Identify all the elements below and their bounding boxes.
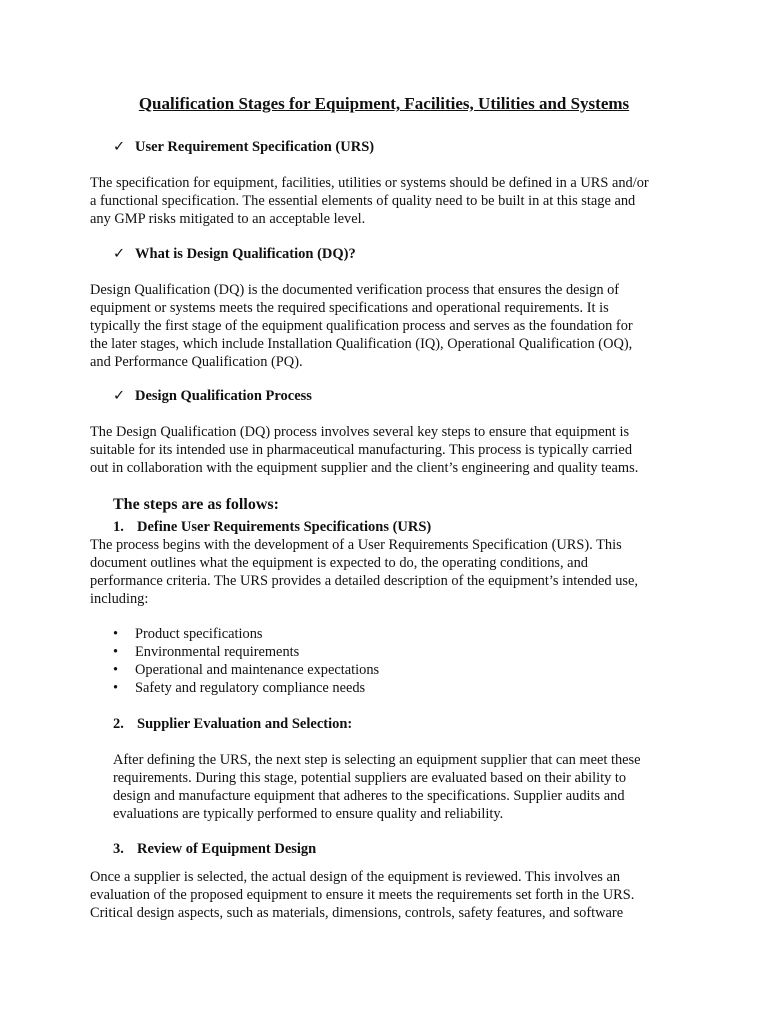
paragraph-line: The Design Qualification (DQ) process involves several key steps to ensure that equipment is [90, 424, 630, 440]
list-item [113, 643, 379, 661]
paragraph-line: The specification for equipment, facilities, utilities or systems should be defined in a URS and/or [90, 175, 649, 191]
paragraph-line: Once a supplier is selected, the actual design of the equipment is reviewed. This involves an [90, 869, 621, 885]
list-item [113, 661, 379, 679]
paragraph-line: Critical design aspects, such as materials, dimensions, controls, safety features, and software [90, 905, 624, 921]
checkmark-icon: ✓ [113, 139, 126, 155]
paragraph-line: out in collaboration with the equipment supplier and the client’s engineering and quality teams. [90, 460, 639, 476]
bullet-icon: • [113, 662, 119, 678]
step-number: 2. [113, 716, 124, 732]
step-heading-1 [113, 518, 431, 536]
document-title: Qualification Stages for Equipment, Facilities, Utilities and Systems [138, 94, 630, 113]
paragraph-step-1 [90, 536, 690, 608]
bullet-icon: • [113, 626, 119, 642]
paragraph-line: evaluations are typically performed to ensure quality and reliability. [113, 806, 504, 822]
paragraph-line: evaluation of the proposed equipment to ensure it meets the requirements set forth in the URS. [90, 887, 635, 903]
paragraph-line: any GMP risks mitigated to an acceptable level. [90, 211, 366, 227]
paragraph-line: equipment or systems meets the required specifications and operational requirements. It is [90, 300, 609, 316]
paragraph-process [90, 423, 690, 477]
step-heading-text: Supplier Evaluation and Selection: [137, 716, 353, 732]
paragraph-line: the later stages, which include Installation Qualification (IQ), Operational Qualification (OQ), [90, 336, 633, 352]
checkmark-icon: ✓ [113, 388, 126, 404]
section-heading-urs [113, 138, 374, 156]
paragraph-line: a functional specification. The essential elements of quality need to be built in at this stage and [90, 193, 636, 209]
section-heading-text: What is Design Qualification (DQ)? [135, 246, 356, 262]
paragraph-line: typically the first stage of the equipment qualification process and serves as the foundation for [90, 318, 633, 334]
bullet-list [113, 625, 379, 697]
step-heading-text: Review of Equipment Design [137, 841, 317, 857]
paragraph-line: including: [90, 591, 149, 607]
section-heading-process [113, 387, 312, 405]
paragraph-dq [90, 281, 690, 371]
list-item-text: Operational and maintenance expectations [135, 662, 380, 678]
list-item-text: Product specifications [135, 626, 263, 642]
paragraph-line: suitable for its intended use in pharmaceutical manufacturing. This process is typically carried [90, 442, 633, 458]
bullet-icon: • [113, 680, 119, 696]
paragraph-line: Design Qualification (DQ) is the documented verification process that ensures the design of [90, 282, 620, 298]
step-number: 3. [113, 841, 124, 857]
step-heading-2 [113, 715, 352, 733]
step-heading-text: Define User Requirements Specifications (URS) [137, 519, 432, 535]
steps-heading: The steps are as follows: [113, 496, 279, 513]
step-number: 1. [113, 519, 124, 535]
paragraph-line: design and manufacture equipment that adheres to the specifications. Supplier audits and [113, 788, 625, 804]
paragraph-line: The process begins with the development of a User Requirements Specification (URS). This [90, 537, 622, 553]
bullet-icon: • [113, 644, 119, 660]
section-heading-text: Design Qualification Process [135, 388, 312, 404]
checkmark-icon: ✓ [113, 246, 126, 262]
paragraph-urs [90, 174, 690, 228]
list-item [113, 679, 379, 697]
paragraph-line: and Performance Qualification (PQ). [90, 354, 303, 370]
paragraph-step-2 [113, 751, 693, 823]
paragraph-step-3 [90, 868, 690, 922]
paragraph-line: document outlines what the equipment is expected to do, the operating conditions, and [90, 555, 588, 571]
section-heading-text: User Requirement Specification (URS) [135, 139, 375, 155]
paragraph-line: requirements. During this stage, potential suppliers are evaluated based on their ability to [113, 770, 627, 786]
list-item-text: Safety and regulatory compliance needs [135, 680, 366, 696]
list-item-text: Environmental requirements [135, 644, 300, 660]
list-item [113, 625, 379, 643]
paragraph-line: After defining the URS, the next step is selecting an equipment supplier that can meet these [113, 752, 641, 768]
step-heading-3 [113, 840, 316, 858]
paragraph-line: performance criteria. The URS provides a detailed description of the equipment’s intended use, [90, 573, 639, 589]
section-heading-dq [113, 245, 356, 263]
